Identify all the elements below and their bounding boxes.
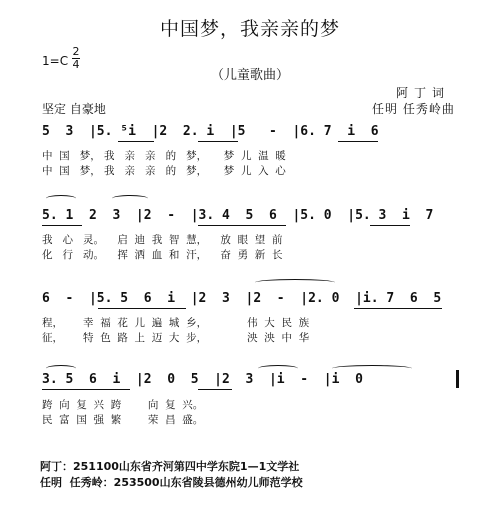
song-title: 中国梦，我亲亲的梦: [159, 18, 340, 40]
score-line-1-lyrics-verse-1: 中 国 梦， 我 亲 亲 的 梦， 梦 儿 温 暖: [42, 150, 286, 162]
footer-address-lyricist: 阿丁：251100山东省齐河第四中学东院1—1文学社: [40, 460, 300, 473]
underline-beat: [98, 308, 186, 309]
slur-mark: [46, 195, 76, 202]
underline-beat: [198, 225, 286, 226]
score-line-3-lyrics-verse-2: 征， 特 色 路 上 迈 大 步， 泱 泱 中 华: [42, 332, 310, 344]
underline-beat: [42, 389, 130, 390]
underline-beat: [198, 389, 232, 390]
footer-address-composers: 任明 任秀岭：253500山东省陵县德州幼儿师范学校: [40, 476, 303, 489]
score-line-2-lyrics-verse-1: 我 心 灵。 启 迪 我 智 慧， 放 眼 望 前: [42, 234, 283, 246]
slur-mark: [332, 365, 412, 372]
score-line-3-notes: 6 - |5. 5 6 i |2 3 |2 - |2. 0 |i. 7 6 5: [42, 291, 442, 306]
final-barline: [456, 370, 459, 388]
score-line-4-lyrics-verse-1: 跨 向 复 兴 跨 向 复 兴。: [42, 399, 204, 411]
score-line-1-notes: 5 3 |5. ⁵i |2 2. i |5 - |6. 7 i 6: [42, 124, 379, 139]
underline-beat: [198, 141, 238, 142]
underline-beat: [42, 225, 82, 226]
slur-mark: [258, 365, 298, 372]
composer-credit: 任明 任秀岭曲: [372, 102, 455, 116]
song-subtitle: （儿童歌曲）: [210, 68, 289, 83]
time-signature-top: 2: [72, 45, 80, 58]
score-line-1-lyrics-verse-2: 中 国 梦， 我 亲 亲 的 梦， 梦 儿 入 心: [42, 165, 286, 177]
score-line-3-lyrics-verse-1: 程， 幸 福 花 儿 遍 城 乡， 伟 大 民 族: [42, 317, 310, 329]
score-line-4-lyrics-verse-2: 民 富 国 强 繁 荣 昌 盛。: [42, 414, 204, 426]
underline-beat: [338, 141, 378, 142]
slur-mark: [112, 195, 148, 202]
score-line-4-notes: 3. 5 6 i |2 0 5 |2 3 |i - |i 0: [42, 372, 363, 387]
slur-mark: [255, 279, 335, 286]
tempo-marking: 坚定 自豪地: [42, 102, 106, 116]
score-line-2-notes: 5. 1 2 3 |2 - |3. 4 5 6 |5. 0 |5. 3 i 7: [42, 208, 434, 223]
underline-beat: [118, 141, 154, 142]
score-line-2-lyrics-verse-2: 化 行 动。 挥 洒 血 和 汗， 奋 勇 新 长: [42, 249, 283, 261]
underline-beat: [370, 225, 410, 226]
key-signature: 1=C: [42, 54, 69, 68]
time-signature-bottom: 4: [72, 58, 80, 71]
underline-beat: [354, 308, 442, 309]
slur-mark: [46, 365, 76, 372]
lyricist-credit: 阿丁词: [396, 86, 451, 100]
